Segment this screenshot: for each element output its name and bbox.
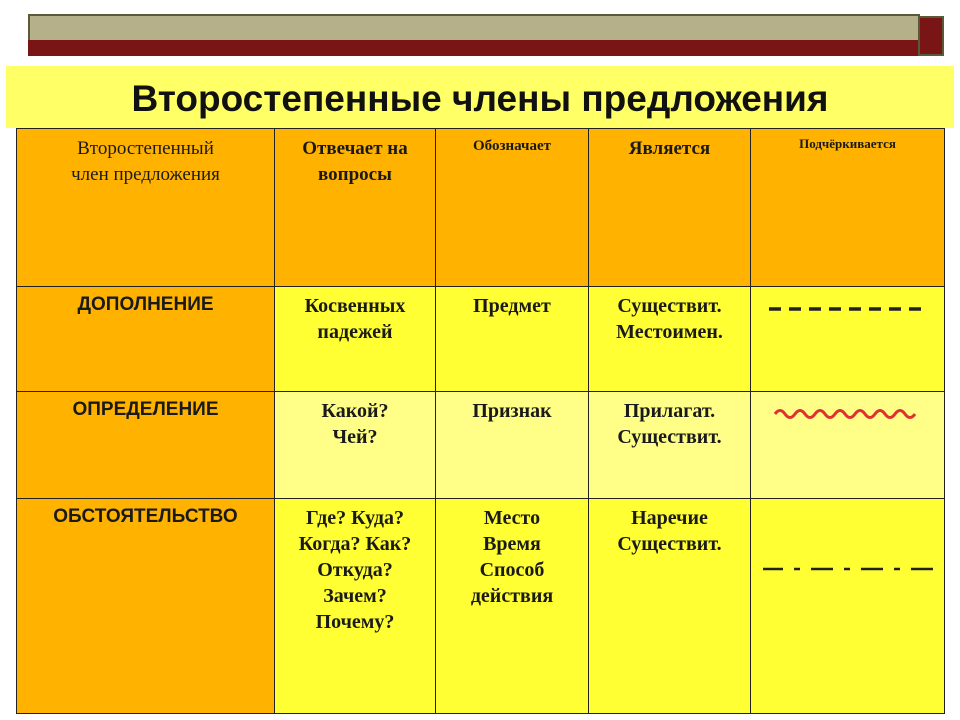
row-underline-cell xyxy=(751,392,945,499)
is-text: Местоимен. xyxy=(616,321,723,343)
row-denotes-cell xyxy=(436,392,589,499)
question-text: Зачем? xyxy=(323,585,387,607)
row-questions-cell xyxy=(275,499,436,714)
header-cell-is xyxy=(589,129,751,287)
row-questions-cell xyxy=(275,287,436,392)
dash-dot-line-icon xyxy=(751,499,945,713)
denotes-text: Время xyxy=(483,533,541,555)
is-text: Существит. xyxy=(617,426,722,448)
row-denotes-cell xyxy=(436,499,589,714)
header-member-line-2: член предложения xyxy=(71,164,220,185)
question-text: Где? Куда? xyxy=(305,507,405,529)
is-text: Прилагат. xyxy=(623,400,716,422)
denotes-text: Место xyxy=(483,507,541,529)
denotes-text: Способ xyxy=(479,559,545,581)
header-denotes: Обозначает xyxy=(472,138,552,154)
row-is-cell xyxy=(589,499,751,714)
is-text: Существит. xyxy=(617,295,722,317)
header-member-line-1: Второстепенный xyxy=(77,138,214,159)
dashed-line-icon xyxy=(751,287,945,391)
is-text: Наречие xyxy=(631,507,708,529)
row-name: ОПРЕДЕЛЕНИЕ xyxy=(72,399,219,420)
row-underline-cell xyxy=(751,499,945,714)
row-is-cell xyxy=(589,392,751,499)
table-row xyxy=(17,287,945,392)
table-header-row xyxy=(17,129,945,287)
question-text: Когда? Как? xyxy=(298,533,412,555)
row-name: ОБСТОЯТЕЛЬСТВО xyxy=(53,506,238,527)
question-text: падежей xyxy=(317,321,393,343)
denotes-text: Признак xyxy=(472,400,552,422)
decorative-bar-front xyxy=(28,14,920,42)
is-text: Существит. xyxy=(617,533,722,555)
header-underlined: Подчёркивается xyxy=(799,136,896,151)
header-cell-member xyxy=(17,129,275,287)
question-text: Какой? xyxy=(321,400,389,422)
table-row xyxy=(17,499,945,714)
parts-of-sentence-table xyxy=(16,128,945,714)
question-text: Чей? xyxy=(332,426,378,448)
question-text: Откуда? xyxy=(317,559,393,581)
row-underline-cell xyxy=(751,287,945,392)
page-title: Второстепенные члены предложения xyxy=(131,78,829,119)
decorative-square xyxy=(918,16,944,56)
row-questions-cell xyxy=(275,392,436,499)
row-name-cell xyxy=(17,499,275,714)
header-questions-line-1: Отвечает на xyxy=(302,138,408,159)
header-questions-line-2: вопросы xyxy=(318,164,392,185)
row-name-cell xyxy=(17,392,275,499)
wavy-line-icon xyxy=(751,392,945,498)
header-is: Является xyxy=(628,138,711,159)
question-text: Почему? xyxy=(315,611,395,633)
header-cell-questions xyxy=(275,129,436,287)
denotes-text: Предмет xyxy=(473,295,551,317)
header-cell-denotes xyxy=(436,129,589,287)
row-denotes-cell xyxy=(436,287,589,392)
denotes-text: действия xyxy=(470,585,554,607)
decorative-bar-dark xyxy=(28,40,918,56)
row-name: ДОПОЛНЕНИЕ xyxy=(77,294,214,315)
header-cell-underlined xyxy=(751,129,945,287)
row-name-cell xyxy=(17,287,275,392)
table-row xyxy=(17,392,945,499)
row-is-cell xyxy=(589,287,751,392)
question-text: Косвенных xyxy=(304,295,406,317)
